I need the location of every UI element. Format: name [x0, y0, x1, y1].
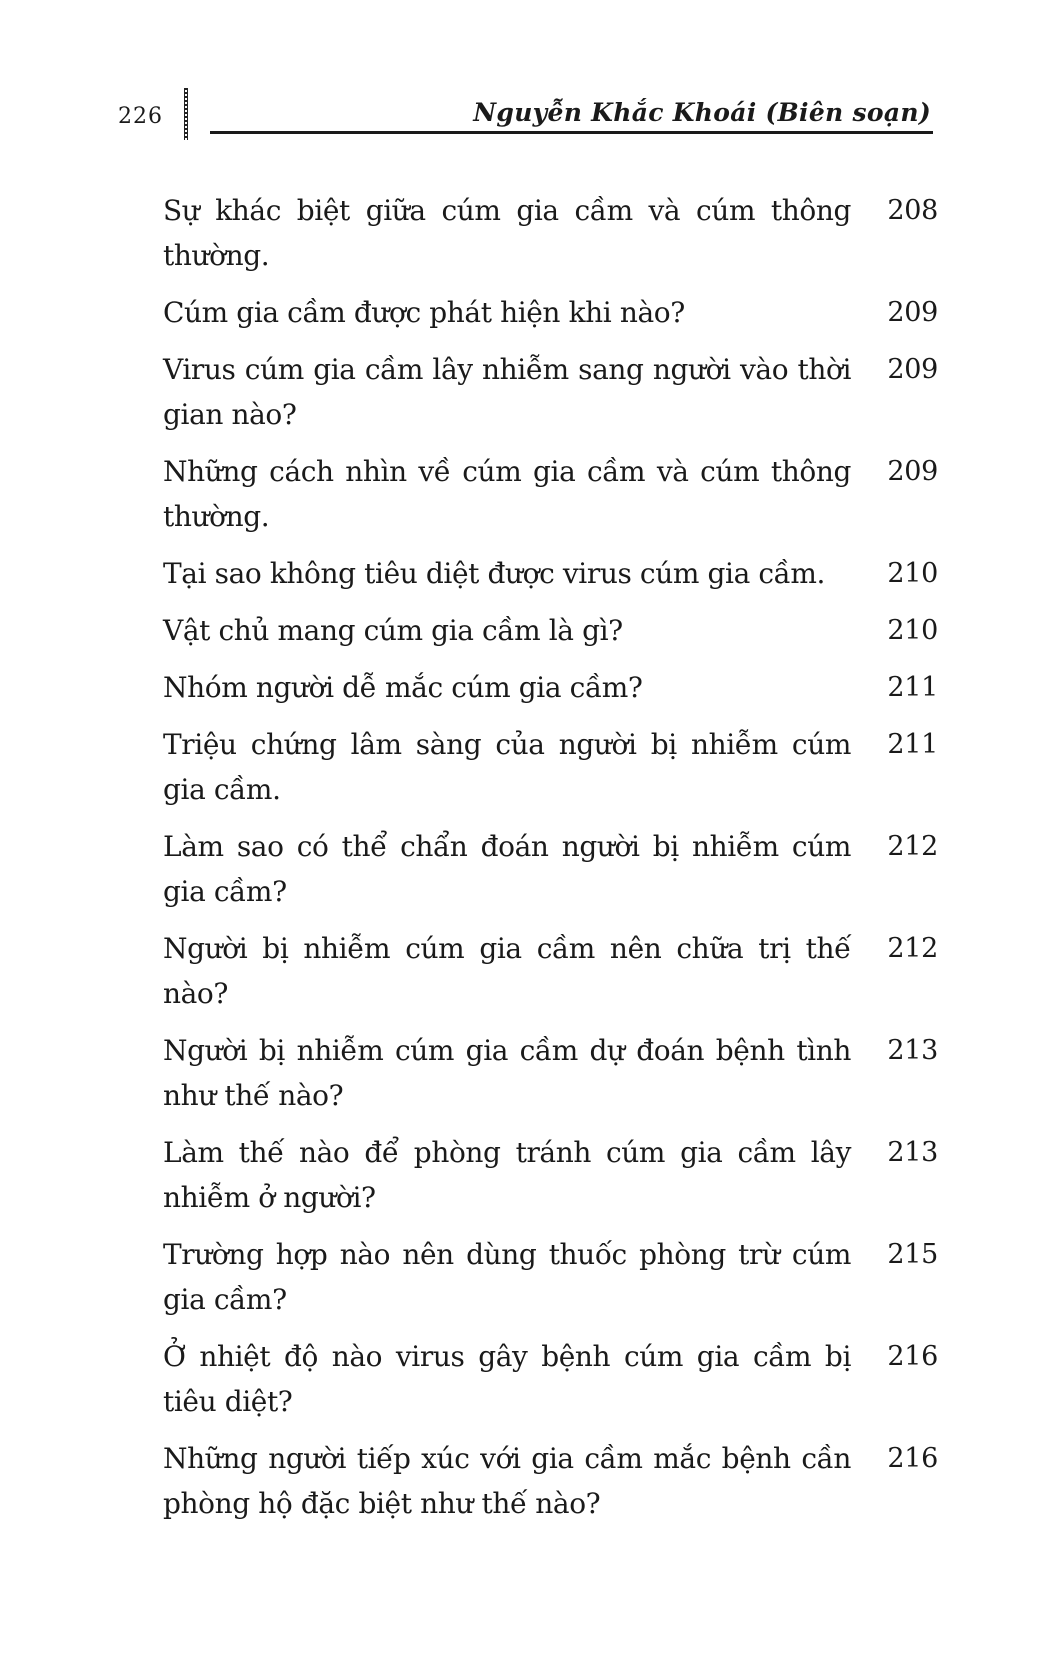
toc-entry-page: 211 [887, 729, 938, 760]
toc-entry [163, 449, 938, 539]
toc-entry [163, 926, 938, 1016]
toc-entry [163, 290, 938, 335]
toc-entry [163, 551, 938, 596]
toc-entry-title: Làm sao có thể chẩn đoán người bị nhiễm cúm gia cầm? [163, 830, 851, 908]
running-title: Nguyễn Khắc Khoái (Biên soạn) [473, 98, 931, 127]
toc-entry-title: Những người tiếp xúc với gia cầm mắc bệnh cần phòng hộ đặc biệt như thế nào? [163, 1442, 851, 1520]
toc-entry-title: Vật chủ mang cúm gia cầm là gì? [163, 614, 623, 647]
toc-entry-title: Ở nhiệt độ nào virus gây bệnh cúm gia cầm bị tiêu diệt? [163, 1340, 851, 1418]
toc-entry-page: 213 [887, 1137, 938, 1168]
toc-entry-page: 209 [887, 354, 938, 385]
page-header [0, 0, 1063, 150]
toc-entry [163, 665, 938, 710]
toc-entry [163, 1334, 938, 1424]
toc-entry-page: 210 [887, 615, 938, 646]
toc-entry [163, 608, 938, 653]
toc-entry-title: Virus cúm gia cầm lây nhiễm sang người vào thời gian nào? [163, 353, 851, 431]
toc-entry-page: 216 [887, 1341, 938, 1372]
toc-entry-page: 212 [887, 933, 938, 964]
table-of-contents [163, 188, 938, 1538]
toc-entry [163, 347, 938, 437]
toc-entry-page: 213 [887, 1035, 938, 1066]
toc-entry-page: 209 [887, 456, 938, 487]
header-divider [184, 88, 188, 140]
toc-entry [163, 1130, 938, 1220]
page-number: 226 [118, 104, 163, 129]
header-rule [210, 131, 933, 134]
toc-entry-title: Người bị nhiễm cúm gia cầm dự đoán bệnh tình như thế nào? [163, 1034, 851, 1112]
toc-entry-title: Nhóm người dễ mắc cúm gia cầm? [163, 671, 643, 704]
toc-entry-page: 209 [887, 297, 938, 328]
toc-entry-title: Sự khác biệt giữa cúm gia cầm và cúm thông thường. [163, 194, 851, 272]
toc-entry-title: Cúm gia cầm được phát hiện khi nào? [163, 296, 685, 329]
toc-entry [163, 824, 938, 914]
toc-entry [163, 1028, 938, 1118]
toc-entry-page: 210 [887, 558, 938, 589]
toc-entry [163, 722, 938, 812]
toc-entry-title: Người bị nhiễm cúm gia cầm nên chữa trị thế nào? [163, 932, 851, 1010]
toc-entry [163, 1436, 938, 1526]
toc-entry [163, 188, 938, 278]
toc-entry [163, 1232, 938, 1322]
toc-entry-page: 215 [887, 1239, 938, 1270]
toc-entry-title: Tại sao không tiêu diệt được virus cúm gia cầm. [163, 557, 826, 590]
toc-entry-title: Trường hợp nào nên dùng thuốc phòng trừ cúm gia cầm? [163, 1238, 851, 1316]
toc-entry-title: Làm thế nào để phòng tránh cúm gia cầm lây nhiễm ở người? [163, 1136, 851, 1214]
toc-entry-page: 208 [887, 195, 938, 226]
toc-entry-title: Triệu chứng lâm sàng của người bị nhiễm cúm gia cầm. [163, 728, 851, 806]
toc-entry-page: 212 [887, 831, 938, 862]
toc-entry-page: 211 [887, 672, 938, 703]
toc-entry-title: Những cách nhìn về cúm gia cầm và cúm thông thường. [163, 455, 851, 533]
toc-entry-page: 216 [887, 1443, 938, 1474]
